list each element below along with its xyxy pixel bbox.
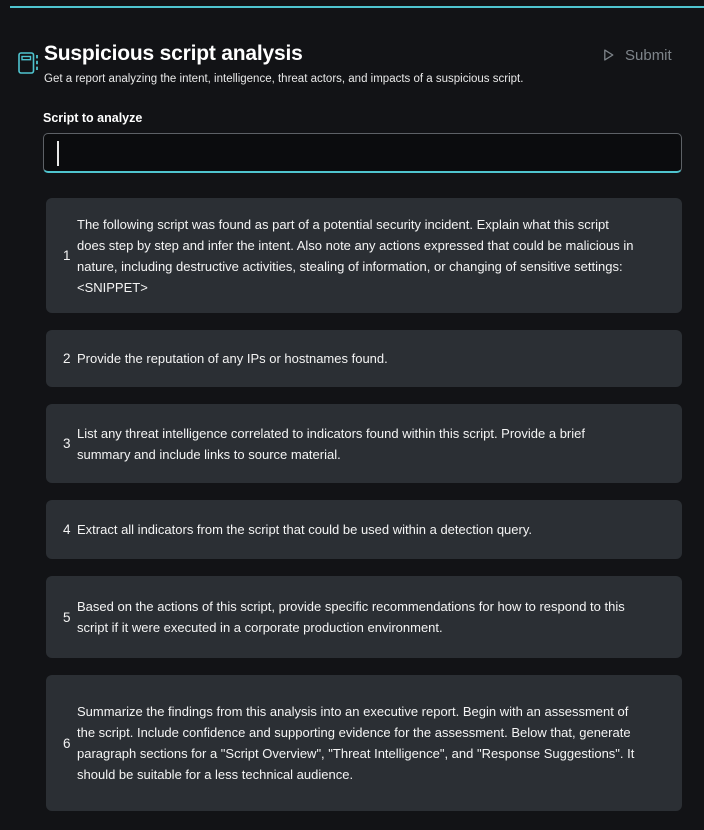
promptbook-icon bbox=[15, 50, 41, 76]
prompt-text: The following script was found as part of a potential security incident. Explain what this script does step by step and infer the intent. Also note any actions expressed that could be malicious in nature, including destructive activities, stealing of information, or changing of sensitive settings: <SNIPPET> bbox=[77, 216, 634, 295]
prompt-number: 5 bbox=[63, 609, 71, 625]
prompt-text: Summarize the findings from this analysis into an executive report. Begin with an assessment of the script. Include confidence and supporting evidence for the assessment. Below that, generate paragraph sections for a "Script Overview", "Threat Intelligence", and "Response Suggestions". It should be suitable for a less technical audience. bbox=[77, 704, 635, 782]
submit-button[interactable] bbox=[600, 44, 672, 66]
prompt-text: Provide the reputation of any IPs or hostnames found. bbox=[77, 351, 388, 366]
prompt-card-1[interactable] bbox=[46, 198, 682, 313]
play-outline-icon bbox=[600, 47, 616, 63]
prompt-list bbox=[46, 198, 682, 830]
script-input[interactable] bbox=[44, 134, 681, 171]
accent-top-border bbox=[10, 6, 704, 8]
prompt-number: 2 bbox=[63, 351, 71, 366]
prompt-card-3[interactable] bbox=[46, 404, 682, 483]
submit-label: Submit bbox=[625, 46, 672, 64]
prompt-text: Based on the actions of this script, provide specific recommendations for how to respond to this script if it were executed in a corporate production environment. bbox=[77, 599, 625, 635]
prompt-number: 4 bbox=[63, 522, 71, 537]
prompt-card-5[interactable] bbox=[46, 576, 682, 658]
prompt-card-2[interactable] bbox=[46, 330, 682, 387]
script-input-label: Script to analyze bbox=[43, 111, 143, 125]
prompt-card-6[interactable] bbox=[46, 675, 682, 811]
script-input-container bbox=[43, 133, 682, 173]
page-title: Suspicious script analysis bbox=[44, 42, 303, 65]
prompt-text: Extract all indicators from the script that could be used within a detection query. bbox=[77, 522, 532, 537]
prompt-number: 1 bbox=[63, 248, 71, 263]
prompt-text: List any threat intelligence correlated to indicators found within this script. Provide a brief summary and include links to source material. bbox=[77, 425, 585, 462]
prompt-card-4[interactable] bbox=[46, 500, 682, 559]
prompt-number: 6 bbox=[63, 735, 71, 751]
page-subtitle: Get a report analyzing the intent, intelligence, threat actors, and impacts of a suspicious script. bbox=[44, 73, 524, 85]
prompt-number: 3 bbox=[63, 436, 71, 451]
